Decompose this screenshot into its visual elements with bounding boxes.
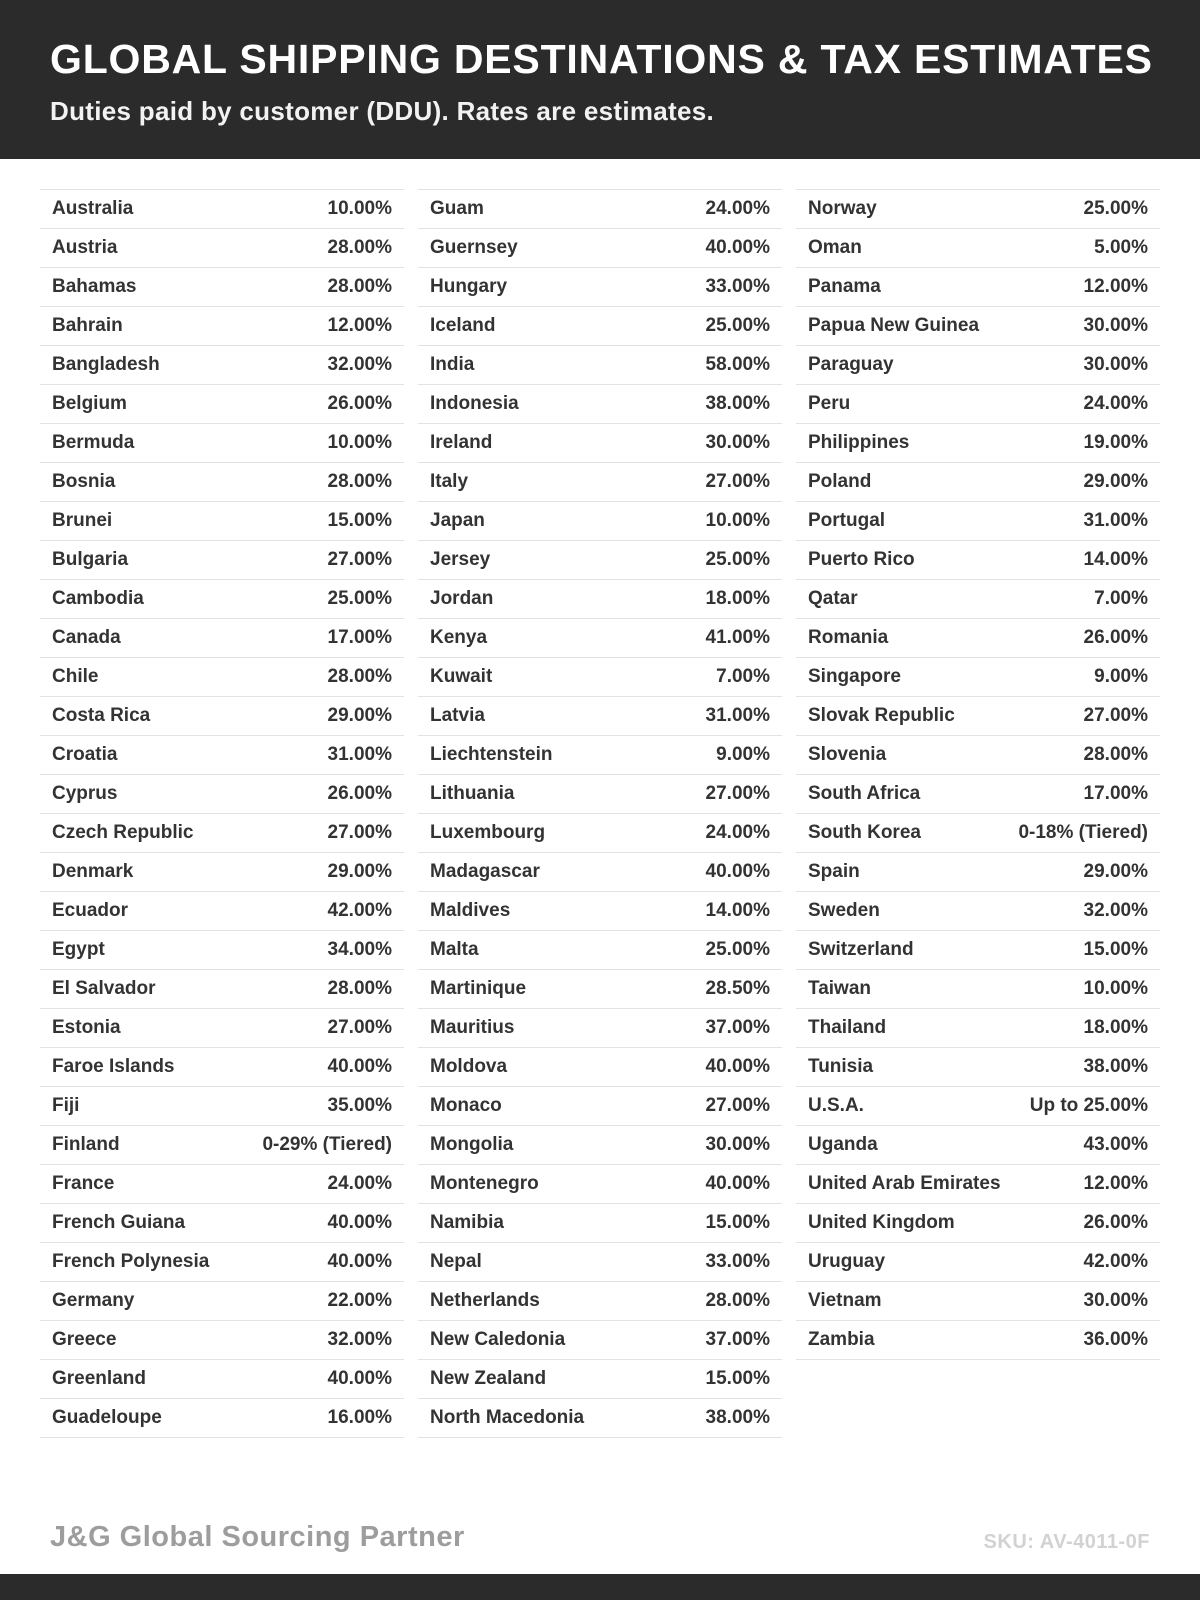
tax-rate: Up to 25.00%: [1029, 1095, 1148, 1117]
country-name: Finland: [52, 1134, 120, 1156]
rate-row: [40, 1048, 404, 1087]
tax-rate: 24.00%: [1083, 393, 1148, 415]
rate-row: [418, 541, 782, 580]
tax-rate: 14.00%: [1083, 549, 1148, 571]
tax-rate: 26.00%: [1083, 627, 1148, 649]
country-name: Kuwait: [430, 666, 493, 688]
tax-rate: 28.00%: [327, 978, 392, 1000]
rate-row: [418, 892, 782, 931]
rate-row: [40, 1165, 404, 1204]
tax-rate: 18.00%: [705, 588, 770, 610]
tax-rate: 36.00%: [1083, 1329, 1148, 1351]
country-name: Bahrain: [52, 315, 123, 337]
tax-rate: 19.00%: [1083, 432, 1148, 454]
country-name: Lithuania: [430, 783, 515, 805]
brand-name: J&G Global Sourcing Partner: [50, 1521, 465, 1553]
country-name: Taiwan: [808, 978, 871, 1000]
country-name: Bulgaria: [52, 549, 129, 571]
rate-row: [40, 346, 404, 385]
tax-rate: 15.00%: [327, 510, 392, 532]
rate-row: [40, 541, 404, 580]
tax-rate: 27.00%: [327, 549, 392, 571]
tax-rate: 28.00%: [327, 471, 392, 493]
tax-rate: 24.00%: [327, 1173, 392, 1195]
country-name: Switzerland: [808, 939, 914, 961]
rate-row: [40, 307, 404, 346]
country-name: Guadeloupe: [52, 1407, 162, 1429]
rate-row: [418, 385, 782, 424]
rate-row: [40, 970, 404, 1009]
tax-rate: 28.00%: [705, 1290, 770, 1312]
tax-rate: 12.00%: [1083, 1173, 1148, 1195]
rate-row: [40, 424, 404, 463]
tax-rate: 28.00%: [327, 237, 392, 259]
tax-rate: 9.00%: [716, 744, 770, 766]
rate-row: [40, 1321, 404, 1360]
tax-rate: 7.00%: [1094, 588, 1148, 610]
tax-rate: 38.00%: [1083, 1056, 1148, 1078]
country-name: Singapore: [808, 666, 901, 688]
country-name: Bahamas: [52, 276, 137, 298]
country-name: Puerto Rico: [808, 549, 915, 571]
tax-rate: 31.00%: [327, 744, 392, 766]
tax-rate: 38.00%: [705, 1407, 770, 1429]
country-name: Peru: [808, 393, 851, 415]
tax-rate: 24.00%: [705, 822, 770, 844]
rate-row: [40, 1399, 404, 1438]
country-name: Slovenia: [808, 744, 887, 766]
country-name: Vietnam: [808, 1290, 882, 1312]
country-name: Estonia: [52, 1017, 121, 1039]
rate-row: [418, 1243, 782, 1282]
rate-row: [796, 697, 1160, 736]
rate-row: [418, 580, 782, 619]
country-name: South Africa: [808, 783, 921, 805]
tax-rate: 17.00%: [1083, 783, 1148, 805]
tax-rate: 29.00%: [1083, 471, 1148, 493]
country-name: French Polynesia: [52, 1251, 210, 1273]
rate-row: [796, 541, 1160, 580]
country-name: Denmark: [52, 861, 134, 883]
rate-row: [418, 424, 782, 463]
country-name: Mauritius: [430, 1017, 515, 1039]
rate-row: [40, 619, 404, 658]
country-name: Germany: [52, 1290, 135, 1312]
rate-row: [796, 658, 1160, 697]
tax-rate: 10.00%: [1083, 978, 1148, 1000]
tax-rate: 22.00%: [327, 1290, 392, 1312]
tax-rate: 37.00%: [705, 1329, 770, 1351]
header: [0, 0, 1200, 159]
rate-row: [40, 775, 404, 814]
country-name: Guam: [430, 198, 484, 220]
tax-rate: 29.00%: [327, 705, 392, 727]
rate-row: [40, 736, 404, 775]
rate-row: [796, 931, 1160, 970]
country-name: Spain: [808, 861, 860, 883]
country-name: French Guiana: [52, 1212, 186, 1234]
country-name: Jordan: [430, 588, 494, 610]
country-name: Papua New Guinea: [808, 315, 980, 337]
rate-row: [40, 1009, 404, 1048]
country-name: Norway: [808, 198, 877, 220]
tax-rate: 15.00%: [1083, 939, 1148, 961]
country-name: U.S.A.: [808, 1095, 864, 1117]
tax-rate: 31.00%: [1083, 510, 1148, 532]
tax-rate: 24.00%: [705, 198, 770, 220]
tax-rate: 28.00%: [1083, 744, 1148, 766]
tax-rate: 27.00%: [705, 783, 770, 805]
country-name: Brunei: [52, 510, 113, 532]
rate-row: [40, 1126, 404, 1165]
rate-row: [796, 1321, 1160, 1360]
rate-row: [796, 814, 1160, 853]
tax-rate: 25.00%: [327, 588, 392, 610]
tax-rate: 28.00%: [327, 276, 392, 298]
tax-rate: 12.00%: [327, 315, 392, 337]
tax-rate: 27.00%: [1083, 705, 1148, 727]
country-name: Cyprus: [52, 783, 118, 805]
tax-rate: 12.00%: [1083, 276, 1148, 298]
tax-rate: 27.00%: [705, 471, 770, 493]
tax-rate: 38.00%: [705, 393, 770, 415]
country-name: Liechtenstein: [430, 744, 553, 766]
rate-row: [418, 1282, 782, 1321]
rate-row: [418, 1399, 782, 1438]
country-name: Iceland: [430, 315, 496, 337]
country-name: Mongolia: [430, 1134, 514, 1156]
tax-rate: 40.00%: [705, 861, 770, 883]
tax-rate: 28.50%: [705, 978, 770, 1000]
rate-row: [418, 775, 782, 814]
tax-rate: 32.00%: [327, 354, 392, 376]
rate-row: [796, 970, 1160, 1009]
tax-rate: 27.00%: [327, 822, 392, 844]
country-name: Cambodia: [52, 588, 144, 610]
rate-row: [796, 229, 1160, 268]
country-name: Czech Republic: [52, 822, 194, 844]
rate-row: [40, 931, 404, 970]
country-name: Nepal: [430, 1251, 482, 1273]
country-name: Qatar: [808, 588, 858, 610]
tax-rate: 30.00%: [1083, 1290, 1148, 1312]
country-name: Austria: [52, 237, 118, 259]
rate-row: [418, 502, 782, 541]
rate-row: [40, 1243, 404, 1282]
country-name: Luxembourg: [430, 822, 546, 844]
tax-rate: 40.00%: [705, 1056, 770, 1078]
country-name: Thailand: [808, 1017, 887, 1039]
country-name: Croatia: [52, 744, 118, 766]
country-name: France: [52, 1173, 115, 1195]
tax-rate: 9.00%: [1094, 666, 1148, 688]
rate-row: [418, 736, 782, 775]
rate-row: [40, 814, 404, 853]
country-name: United Kingdom: [808, 1212, 955, 1234]
country-name: New Caledonia: [430, 1329, 566, 1351]
tax-rate: 40.00%: [327, 1056, 392, 1078]
tax-rate: 18.00%: [1083, 1017, 1148, 1039]
rate-row: [418, 931, 782, 970]
rate-row: [418, 346, 782, 385]
country-name: Tunisia: [808, 1056, 874, 1078]
rate-row: [418, 1048, 782, 1087]
rate-column: [40, 189, 404, 1438]
rate-row: [796, 1048, 1160, 1087]
country-name: Monaco: [430, 1095, 502, 1117]
country-name: Italy: [430, 471, 469, 493]
rate-row: [40, 1087, 404, 1126]
rate-row: [40, 1204, 404, 1243]
page-subtitle: Duties paid by customer (DDU). Rates are estimates.: [50, 96, 715, 127]
country-name: Greece: [52, 1329, 117, 1351]
rate-row: [796, 1204, 1160, 1243]
rate-row: [418, 853, 782, 892]
rate-row: [796, 385, 1160, 424]
country-name: Malta: [430, 939, 479, 961]
rate-row: [796, 853, 1160, 892]
rate-row: [796, 268, 1160, 307]
country-name: Bosnia: [52, 471, 116, 493]
rate-row: [796, 1165, 1160, 1204]
country-name: Sweden: [808, 900, 880, 922]
rate-row: [418, 1204, 782, 1243]
rate-row: [418, 619, 782, 658]
tax-rate: 30.00%: [1083, 315, 1148, 337]
country-name: Uganda: [808, 1134, 878, 1156]
country-name: Indonesia: [430, 393, 519, 415]
tax-rate: 0-18% (Tiered): [1018, 822, 1148, 844]
bottom-bar: [0, 1574, 1200, 1600]
tax-rate: 43.00%: [1083, 1134, 1148, 1156]
sku-label: SKU: AV-4011-0F: [983, 1531, 1150, 1553]
country-name: Oman: [808, 237, 862, 259]
country-name: Egypt: [52, 939, 105, 961]
country-name: Paraguay: [808, 354, 894, 376]
rate-row: [796, 1087, 1160, 1126]
rate-column: [796, 189, 1160, 1360]
country-name: United Arab Emirates: [808, 1173, 1001, 1195]
tax-rate: 33.00%: [705, 276, 770, 298]
rate-row: [796, 775, 1160, 814]
country-name: Namibia: [430, 1212, 504, 1234]
country-name: Zambia: [808, 1329, 875, 1351]
rate-row: [796, 619, 1160, 658]
tax-rate: 17.00%: [327, 627, 392, 649]
tax-rate: 27.00%: [705, 1095, 770, 1117]
country-name: Costa Rica: [52, 705, 151, 727]
country-name: Philippines: [808, 432, 910, 454]
rate-column: [418, 189, 782, 1438]
rate-row: [796, 502, 1160, 541]
country-name: Panama: [808, 276, 881, 298]
country-name: Jersey: [430, 549, 491, 571]
rate-row: [40, 268, 404, 307]
country-name: Kenya: [430, 627, 488, 649]
rate-row: [418, 814, 782, 853]
country-name: India: [430, 354, 475, 376]
rate-row: [418, 970, 782, 1009]
tax-rate: 32.00%: [1083, 900, 1148, 922]
page-title: GLOBAL SHIPPING DESTINATIONS & TAX ESTIMATES: [50, 36, 1153, 82]
tax-rate: 32.00%: [327, 1329, 392, 1351]
tax-rate: 35.00%: [327, 1095, 392, 1117]
country-name: Greenland: [52, 1368, 146, 1390]
tax-rate: 37.00%: [705, 1017, 770, 1039]
rate-row: [796, 463, 1160, 502]
tax-rate: 0-29% (Tiered): [262, 1134, 392, 1156]
rate-row: [796, 580, 1160, 619]
country-name: Chile: [52, 666, 99, 688]
rate-row: [418, 1165, 782, 1204]
country-name: Ireland: [430, 432, 493, 454]
rate-row: [40, 229, 404, 268]
rate-row: [796, 307, 1160, 346]
country-name: Belgium: [52, 393, 127, 415]
country-name: Romania: [808, 627, 889, 649]
tax-rate: 58.00%: [705, 354, 770, 376]
tax-rate: 31.00%: [705, 705, 770, 727]
tax-rate: 25.00%: [705, 549, 770, 571]
rates-table: [0, 159, 1200, 1521]
country-name: North Macedonia: [430, 1407, 585, 1429]
rate-row: [40, 1282, 404, 1321]
country-name: Japan: [430, 510, 485, 532]
rate-row: [40, 580, 404, 619]
rate-row: [796, 424, 1160, 463]
country-name: Netherlands: [430, 1290, 540, 1312]
country-name: Slovak Republic: [808, 705, 955, 727]
tax-rate: 25.00%: [1083, 198, 1148, 220]
rate-row: [40, 385, 404, 424]
tax-rate: 27.00%: [327, 1017, 392, 1039]
rate-row: [40, 892, 404, 931]
rate-row: [40, 658, 404, 697]
rate-row: [418, 1321, 782, 1360]
tax-rate: 14.00%: [705, 900, 770, 922]
rate-row: [40, 190, 404, 229]
tax-rate: 40.00%: [705, 1173, 770, 1195]
tax-rate: 7.00%: [716, 666, 770, 688]
tax-rate: 40.00%: [327, 1251, 392, 1273]
tax-rate: 26.00%: [327, 783, 392, 805]
tax-rate: 30.00%: [1083, 354, 1148, 376]
rate-row: [418, 229, 782, 268]
tax-rate: 33.00%: [705, 1251, 770, 1273]
country-name: Ecuador: [52, 900, 129, 922]
tax-rate: 16.00%: [327, 1407, 392, 1429]
footer: [0, 1521, 1200, 1574]
rate-row: [418, 1126, 782, 1165]
country-name: New Zealand: [430, 1368, 547, 1390]
rate-row: [418, 1009, 782, 1048]
rate-row: [418, 658, 782, 697]
country-name: Hungary: [430, 276, 508, 298]
tax-rate: 25.00%: [705, 315, 770, 337]
country-name: Montenegro: [430, 1173, 539, 1195]
rate-row: [796, 346, 1160, 385]
tax-rate: 30.00%: [705, 432, 770, 454]
rate-row: [796, 1282, 1160, 1321]
rate-row: [418, 1360, 782, 1399]
country-name: Maldives: [430, 900, 511, 922]
rate-row: [796, 892, 1160, 931]
country-name: Portugal: [808, 510, 886, 532]
country-name: Bangladesh: [52, 354, 160, 376]
tax-rate: 28.00%: [327, 666, 392, 688]
tax-rate: 10.00%: [705, 510, 770, 532]
country-name: South Korea: [808, 822, 921, 844]
country-name: El Salvador: [52, 978, 156, 1000]
tax-rate: 5.00%: [1094, 237, 1148, 259]
country-name: Moldova: [430, 1056, 508, 1078]
country-name: Martinique: [430, 978, 527, 1000]
rate-row: [796, 736, 1160, 775]
tax-rate: 40.00%: [327, 1212, 392, 1234]
tax-rate: 25.00%: [705, 939, 770, 961]
country-name: Fiji: [52, 1095, 80, 1117]
country-name: Bermuda: [52, 432, 135, 454]
tax-rate: 42.00%: [327, 900, 392, 922]
rate-row: [40, 697, 404, 736]
rate-row: [796, 1009, 1160, 1048]
rate-row: [40, 463, 404, 502]
tax-rate: 10.00%: [327, 432, 392, 454]
rate-row: [418, 697, 782, 736]
tax-rate: 15.00%: [705, 1212, 770, 1234]
rate-row: [418, 190, 782, 229]
tax-rate: 10.00%: [327, 198, 392, 220]
country-name: Uruguay: [808, 1251, 886, 1273]
tax-rate: 40.00%: [327, 1368, 392, 1390]
rate-row: [796, 1243, 1160, 1282]
tax-rate: 15.00%: [705, 1368, 770, 1390]
tax-rate: 26.00%: [1083, 1212, 1148, 1234]
tax-rate: 34.00%: [327, 939, 392, 961]
tax-rate: 29.00%: [1083, 861, 1148, 883]
rate-row: [418, 307, 782, 346]
country-name: Poland: [808, 471, 872, 493]
tax-rate: 42.00%: [1083, 1251, 1148, 1273]
rate-row: [418, 463, 782, 502]
rate-row: [40, 1360, 404, 1399]
country-name: Australia: [52, 198, 134, 220]
country-name: Madagascar: [430, 861, 540, 883]
country-name: Guernsey: [430, 237, 518, 259]
rate-row: [418, 268, 782, 307]
tax-rate: 40.00%: [705, 237, 770, 259]
tax-rate: 26.00%: [327, 393, 392, 415]
tax-rate: 30.00%: [705, 1134, 770, 1156]
rate-row: [40, 853, 404, 892]
rate-row: [796, 1126, 1160, 1165]
tax-rate: 29.00%: [327, 861, 392, 883]
country-name: Faroe Islands: [52, 1056, 175, 1078]
rate-row: [40, 502, 404, 541]
tax-rate: 41.00%: [705, 627, 770, 649]
rate-row: [418, 1087, 782, 1126]
country-name: Canada: [52, 627, 121, 649]
rate-row: [796, 190, 1160, 229]
country-name: Latvia: [430, 705, 485, 727]
